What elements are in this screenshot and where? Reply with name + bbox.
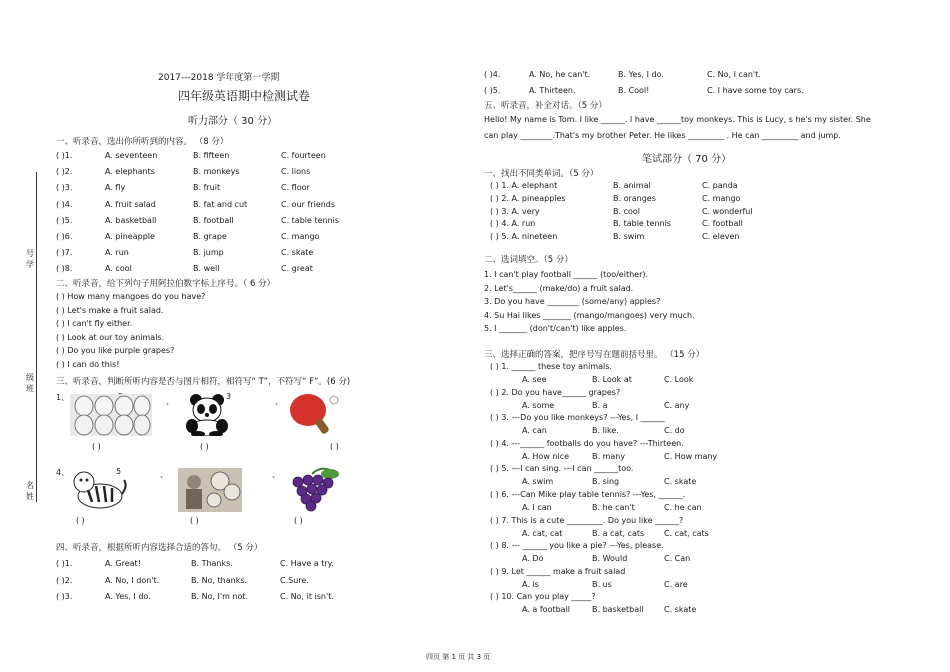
mc-question[interactable]: ( ) 9. Let ______ make a fruit salad — [490, 566, 626, 576]
dialogue-line-2: can play ________.That's my brother Peter. He likes _________ . He can _________ and jump. — [484, 131, 841, 140]
option-b: B. us — [592, 579, 612, 589]
mc-question[interactable]: ( ) 5. ---I can sing. ---I can ______too. — [490, 464, 634, 474]
pic-sep-3: 、 — [160, 470, 168, 479]
option-c: C. he can — [664, 503, 702, 512]
option-b: B. Would — [592, 554, 628, 564]
option-c: C. mango — [281, 232, 320, 241]
answer-blank[interactable]: ( )7. — [56, 248, 73, 258]
option-a: A. Great! — [105, 559, 141, 568]
page-footer: 四页 第 1 页 共 3 页 — [426, 653, 491, 661]
option-c: C. floor — [281, 183, 310, 193]
option-b: B. well — [193, 264, 220, 274]
option-a: A. is — [522, 579, 539, 589]
answer-blank[interactable]: ( )5. — [484, 86, 501, 95]
option-c: C. cat, cats — [664, 528, 709, 538]
option-b: B. grape — [193, 232, 227, 241]
option-a: A. cool — [105, 264, 132, 274]
option-c: C. No, it isn't. — [280, 592, 334, 601]
ordering-item[interactable]: ( ) Look at our toy animals. — [56, 332, 165, 342]
option-b: B. Thanks. — [191, 559, 233, 568]
mc-question[interactable]: ( ) 1. ______ these toy animals. — [490, 362, 612, 371]
ordering-item[interactable]: ( ) Let's make a fruit salad. — [56, 305, 164, 315]
mc-question[interactable]: ( ) 7. This is a cute _________. Do you like ______? — [490, 515, 684, 525]
option-a: A. pineapple — [105, 232, 155, 241]
written1-title: 一、找出不同类单词。（5 分） — [484, 169, 599, 179]
answer-blank[interactable]: ( )5. — [56, 215, 73, 225]
option-b: B. swim — [613, 232, 645, 242]
option-a: A. Yes, I do. — [105, 592, 151, 601]
ordering-item[interactable]: ( ) How many mangoes do you have? — [56, 292, 206, 301]
option-b: B. cool — [613, 206, 640, 216]
answer-blank[interactable]: ( )3. — [56, 183, 73, 193]
fill-blank-item[interactable]: 4. Su Hai likes _______ (mango/mangoes) very much. — [484, 310, 695, 320]
option-b: B. animal — [613, 181, 651, 190]
option-c: C. skate — [664, 605, 697, 615]
pic-sep-2: 、 — [275, 397, 283, 406]
answer-paren-1[interactable]: ( ) — [92, 442, 101, 451]
option-b: B. No, thanks. — [191, 575, 248, 585]
pic-label-3: 3 — [226, 392, 232, 401]
option-a: A. swim — [522, 477, 554, 487]
pic-label-1: 1、 — [56, 393, 70, 402]
option-b: B. fat and cut — [193, 199, 248, 209]
sidebar-class-label: 级班 — [26, 373, 34, 393]
mc-question[interactable]: ( ) 8. --- ______ you like a pie? ---Yes, please. — [490, 541, 664, 551]
option-b: B. oranges — [613, 193, 656, 203]
option-a: A. basketball — [105, 215, 157, 225]
option-c: C. eleven — [702, 232, 740, 242]
fill-blank-item[interactable]: 1. I can't play football ______ (too/either). — [484, 270, 649, 279]
binding-line — [36, 172, 37, 502]
answer-blank[interactable]: ( )8. — [56, 264, 73, 274]
answer-blank[interactable]: ( )1. — [56, 151, 73, 160]
answer-blank[interactable]: ( )6. — [56, 232, 73, 241]
pic-label-5: 5 — [116, 467, 122, 476]
option-c: C. panda — [702, 181, 738, 190]
option-b: B. Yes, I do. — [618, 70, 664, 79]
sidebar-number-label: 号学 — [26, 249, 34, 269]
ordering-item[interactable]: ( ) Do you like purple grapes? — [56, 346, 175, 356]
mc-question[interactable]: ( ) 6. ---Can Mike play table tennis? ---Yes, ______. — [490, 490, 686, 499]
mc-question[interactable]: ( ) 3. ---Do you like monkeys? ---Yes, I ______ — [490, 413, 665, 423]
option-b: B. Look at — [592, 375, 632, 384]
option-a: A. I can — [522, 503, 552, 512]
option-b: B. No, I'm not. — [191, 592, 249, 601]
option-c: C. Can — [664, 554, 691, 564]
odd-one-out-item[interactable]: ( ) 1. A. elephant — [490, 181, 558, 190]
option-b: B. sing — [592, 477, 620, 487]
option-a: A. can — [522, 426, 547, 436]
section4-title: 四、听录音，根据所听内容选择合适的答句。 （5 分） — [56, 543, 263, 553]
option-a: A. cat, cat — [522, 528, 563, 538]
option-a: A. Do — [522, 554, 544, 564]
option-a: A. some — [522, 400, 555, 410]
ordering-item[interactable]: ( ) I can do this! — [56, 360, 120, 369]
option-c: C. No, I can't. — [707, 70, 761, 79]
option-b: B. football — [193, 215, 234, 225]
sidebar-name-label: 名姓 — [26, 481, 34, 501]
pic-sep-1: 、 — [166, 397, 174, 406]
option-a: A. a football — [522, 605, 571, 615]
answer-blank[interactable]: ( )2. — [56, 167, 73, 177]
written2-title: 二、选词填空。（5 分） — [484, 255, 573, 265]
option-c: C. table tennis — [281, 215, 340, 225]
section3-title: 三、听录音，判断所听内容是否与图片相符，相符写“ T”，不符写“ F”。(6 分) — [56, 377, 351, 387]
people-image — [178, 468, 242, 512]
option-b: B. Cool! — [618, 86, 650, 95]
option-c: C. fourteen — [281, 151, 326, 160]
fill-blank-item[interactable]: 5. I _______ (don't/can't) like apples. — [484, 324, 627, 334]
paddle-image — [286, 392, 342, 436]
option-b: B. many — [592, 451, 626, 461]
option-c: C. are — [664, 579, 688, 589]
option-a: A. fruit salad — [105, 199, 156, 209]
option-a: A. seventeen — [105, 151, 158, 160]
option-c: C. Have a try. — [280, 559, 334, 568]
option-c: C. wonderful — [702, 206, 753, 216]
school-year: 2017---2018 学年度第一学期 — [158, 73, 280, 83]
answer-blank[interactable]: ( )1. — [56, 559, 73, 568]
option-a: A. No, I don't. — [105, 575, 160, 585]
section5-title: 五、听录音，补全对话。（5 分） — [484, 101, 607, 111]
option-b: B. a — [592, 400, 608, 410]
ordering-item[interactable]: ( ) I can't fly either. — [56, 319, 133, 329]
odd-one-out-item[interactable]: ( ) 4. A. run — [490, 219, 536, 229]
answer-paren-3[interactable]: ( ) — [330, 442, 339, 451]
odd-one-out-item[interactable]: ( ) 2. A. pineapples — [490, 193, 566, 203]
pic-sep-4: 、 — [272, 470, 280, 479]
option-c: C. I have some toy cars. — [707, 86, 804, 95]
option-c: C. do — [664, 426, 685, 436]
option-a: A. run — [105, 248, 129, 258]
option-b: B. table tennis — [613, 219, 671, 229]
pic-label-4: 4、 — [56, 468, 70, 477]
answer-blank[interactable]: ( )3. — [56, 592, 73, 601]
option-c: C. our friends — [281, 199, 336, 209]
section1-title: 一、听录音，选出你所听到的内容。 （8 分） — [56, 137, 229, 147]
written3-title: 三、选择正确的答案，把序号写在题前括号里。 （15 分） — [484, 350, 705, 360]
odd-one-out-item[interactable]: ( ) 3. A. very — [490, 206, 540, 216]
option-b: B. monkeys — [193, 167, 240, 177]
odd-one-out-item[interactable]: ( ) 5. A. nineteen — [490, 232, 558, 242]
mc-question[interactable]: ( ) 2. Do you have______ grapes? — [490, 387, 621, 397]
option-c: C. football — [702, 219, 743, 229]
option-a: A. fly — [105, 183, 126, 193]
dialogue-line-1: Hello! My name is Tom. I like ______. I have ______toy monkeys. This is Lucy, s he's my sister. She — [484, 115, 871, 124]
mc-question[interactable]: ( ) 4. ---______ footballs do you have? ---Thirteen. — [490, 438, 684, 448]
grapes-image — [286, 466, 344, 512]
answer-paren-2[interactable]: ( ) — [200, 442, 209, 451]
option-c: C. lions — [281, 167, 311, 177]
answer-blank[interactable]: ( )4. — [56, 199, 73, 209]
listening-heading: 听力部分（ 30 分） — [188, 116, 278, 127]
tiger-image — [70, 468, 128, 512]
option-a: A. see — [522, 375, 547, 384]
option-b: B. fifteen — [193, 151, 230, 160]
section2-title: 二、听录音，给下列句子用阿拉伯数字标上序号。（ 6 分） — [56, 279, 276, 289]
option-c: C.Sure. — [280, 575, 309, 585]
option-a: A. No, he can't. — [529, 70, 591, 79]
option-c: C. Look — [664, 375, 694, 384]
option-a: A. Thirteen. — [529, 86, 576, 95]
answer-blank[interactable]: ( )2. — [56, 575, 73, 585]
mc-question[interactable]: ( ) 10. Can you play _____? — [490, 592, 596, 602]
option-b: B. a cat, cats — [592, 528, 645, 538]
option-c: C. any — [664, 400, 690, 410]
option-a: A. elephants — [105, 167, 155, 177]
fill-blank-item[interactable]: 2. Let's______ (make/do) a fruit salad. — [484, 283, 634, 293]
answer-paren-4[interactable]: ( ) — [76, 516, 85, 525]
option-b: B. like. — [592, 426, 619, 436]
option-a: A. How nice — [522, 451, 570, 461]
option-c: C. skate — [281, 248, 314, 258]
option-c: C. great — [281, 264, 313, 274]
option-b: B. jump — [193, 248, 224, 258]
answer-paren-6[interactable]: ( ) — [294, 516, 303, 525]
option-c: C. mango — [702, 193, 741, 203]
panda-image — [178, 392, 236, 436]
option-c: C. How many — [664, 451, 718, 461]
answer-paren-5[interactable]: ( ) — [190, 516, 199, 525]
option-b: B. fruit — [193, 183, 221, 193]
option-c: C. skate — [664, 477, 697, 487]
answer-blank[interactable]: ( )4. — [484, 70, 501, 79]
option-b: B. he can't — [592, 503, 635, 512]
fill-blank-item[interactable]: 3. Do you have ________ (some/any) apples? — [484, 297, 661, 307]
eggs-image — [70, 394, 152, 436]
written-heading: 笔试部分（ 70 分） — [642, 154, 732, 165]
option-b: B. basketball — [592, 605, 644, 615]
page-title: 四年级英语期中检测试卷 — [178, 89, 311, 103]
